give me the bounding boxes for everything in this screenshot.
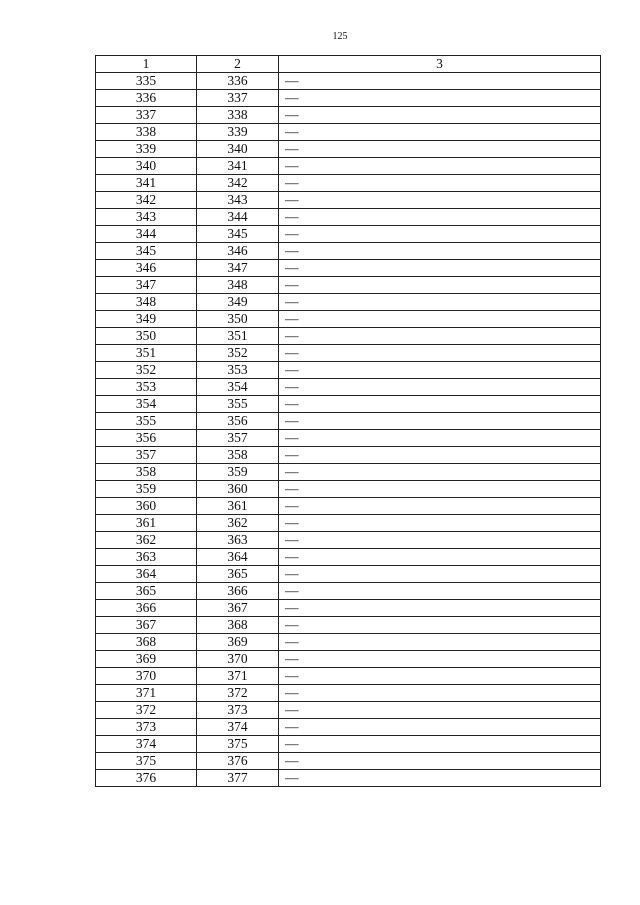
cell-col-3: — <box>279 770 601 787</box>
table-row <box>96 209 601 226</box>
cell-col-1: 365 <box>96 583 197 600</box>
cell-col-1: 367 <box>96 617 197 634</box>
cell-col-1: 348 <box>96 294 197 311</box>
cell-col-2: 377 <box>197 770 279 787</box>
table-row <box>96 464 601 481</box>
cell-col-2: 354 <box>197 379 279 396</box>
cell-col-1: 341 <box>96 175 197 192</box>
table-row <box>96 328 601 345</box>
cell-col-2: 341 <box>197 158 279 175</box>
cell-col-2: 369 <box>197 634 279 651</box>
cell-col-1: 336 <box>96 90 197 107</box>
cell-col-1: 375 <box>96 753 197 770</box>
cell-col-1: 368 <box>96 634 197 651</box>
table-row <box>96 362 601 379</box>
cell-col-1: 372 <box>96 702 197 719</box>
cell-col-3: — <box>279 464 601 481</box>
cell-col-3: — <box>279 311 601 328</box>
cell-col-2: 365 <box>197 566 279 583</box>
cell-col-3: — <box>279 124 601 141</box>
table-row <box>96 396 601 413</box>
table-row <box>96 158 601 175</box>
cell-col-3: — <box>279 413 601 430</box>
table-row <box>96 532 601 549</box>
table-row <box>96 294 601 311</box>
cell-col-2: 346 <box>197 243 279 260</box>
cell-col-1: 353 <box>96 379 197 396</box>
cell-col-2: 360 <box>197 481 279 498</box>
cell-col-1: 340 <box>96 158 197 175</box>
table-row <box>96 498 601 515</box>
cell-col-1: 374 <box>96 736 197 753</box>
table-row <box>96 141 601 158</box>
cell-col-3: — <box>279 175 601 192</box>
table-row <box>96 192 601 209</box>
table-row <box>96 668 601 685</box>
cell-col-3: — <box>279 498 601 515</box>
cell-col-3: — <box>279 685 601 702</box>
cell-col-3: — <box>279 447 601 464</box>
cell-col-2: 349 <box>197 294 279 311</box>
cell-col-1: 373 <box>96 719 197 736</box>
cell-col-3: — <box>279 430 601 447</box>
cell-col-3: — <box>279 719 601 736</box>
cell-col-1: 376 <box>96 770 197 787</box>
cell-col-3: — <box>279 362 601 379</box>
table-row <box>96 345 601 362</box>
cell-col-2: 373 <box>197 702 279 719</box>
table-row <box>96 107 601 124</box>
cell-col-3: — <box>279 617 601 634</box>
cell-col-3: — <box>279 736 601 753</box>
cell-col-2: 343 <box>197 192 279 209</box>
cell-col-1: 344 <box>96 226 197 243</box>
table-row <box>96 702 601 719</box>
cell-col-1: 366 <box>96 600 197 617</box>
cell-col-2: 372 <box>197 685 279 702</box>
table-row <box>96 226 601 243</box>
cell-col-1: 345 <box>96 243 197 260</box>
table-row <box>96 719 601 736</box>
cell-col-2: 374 <box>197 719 279 736</box>
cell-col-2: 345 <box>197 226 279 243</box>
cell-col-3: — <box>279 158 601 175</box>
cell-col-1: 361 <box>96 515 197 532</box>
cell-col-3: — <box>279 702 601 719</box>
cell-col-1: 356 <box>96 430 197 447</box>
cell-col-2: 364 <box>197 549 279 566</box>
table-row <box>96 90 601 107</box>
cell-col-2: 351 <box>197 328 279 345</box>
cell-col-2: 358 <box>197 447 279 464</box>
cell-col-2: 363 <box>197 532 279 549</box>
cell-col-1: 370 <box>96 668 197 685</box>
cell-col-1: 354 <box>96 396 197 413</box>
cell-col-1: 346 <box>96 260 197 277</box>
table-row <box>96 175 601 192</box>
cell-col-3: — <box>279 260 601 277</box>
table-row <box>96 413 601 430</box>
cell-col-2: 362 <box>197 515 279 532</box>
table-row <box>96 515 601 532</box>
cell-col-2: 357 <box>197 430 279 447</box>
cell-col-2: 368 <box>197 617 279 634</box>
cell-col-2: 359 <box>197 464 279 481</box>
data-table <box>95 55 601 787</box>
table-row <box>96 634 601 651</box>
table-row <box>96 447 601 464</box>
cell-col-3: — <box>279 226 601 243</box>
table-row <box>96 770 601 787</box>
cell-col-3: — <box>279 192 601 209</box>
cell-col-1: 339 <box>96 141 197 158</box>
cell-col-1: 358 <box>96 464 197 481</box>
cell-col-3: — <box>279 396 601 413</box>
cell-col-3: — <box>279 379 601 396</box>
cell-col-1: 335 <box>96 73 197 90</box>
cell-col-3: — <box>279 549 601 566</box>
cell-col-3: — <box>279 90 601 107</box>
cell-col-3: — <box>279 481 601 498</box>
cell-col-2: 356 <box>197 413 279 430</box>
cell-col-2: 339 <box>197 124 279 141</box>
cell-col-1: 355 <box>96 413 197 430</box>
cell-col-1: 351 <box>96 345 197 362</box>
table-row <box>96 243 601 260</box>
table-row <box>96 124 601 141</box>
table-row <box>96 651 601 668</box>
cell-col-1: 357 <box>96 447 197 464</box>
table-row <box>96 583 601 600</box>
table-row <box>96 481 601 498</box>
table-row <box>96 260 601 277</box>
cell-col-1: 338 <box>96 124 197 141</box>
cell-col-3: — <box>279 345 601 362</box>
cell-col-2: 370 <box>197 651 279 668</box>
table-row <box>96 430 601 447</box>
cell-col-3: — <box>279 73 601 90</box>
table-row <box>96 617 601 634</box>
cell-col-1: 337 <box>96 107 197 124</box>
cell-col-2: 355 <box>197 396 279 413</box>
cell-col-1: 359 <box>96 481 197 498</box>
cell-col-2: 340 <box>197 141 279 158</box>
cell-col-3: — <box>279 583 601 600</box>
cell-col-1: 362 <box>96 532 197 549</box>
cell-col-1: 369 <box>96 651 197 668</box>
cell-col-3: — <box>279 634 601 651</box>
cell-col-3: — <box>279 515 601 532</box>
cell-col-1: 343 <box>96 209 197 226</box>
cell-col-2: 336 <box>197 73 279 90</box>
cell-col-3: — <box>279 107 601 124</box>
cell-col-2: 344 <box>197 209 279 226</box>
cell-col-1: 349 <box>96 311 197 328</box>
column-header-1: 1 <box>96 56 197 73</box>
cell-col-2: 376 <box>197 753 279 770</box>
cell-col-1: 347 <box>96 277 197 294</box>
table-row <box>96 549 601 566</box>
cell-col-1: 364 <box>96 566 197 583</box>
cell-col-1: 371 <box>96 685 197 702</box>
cell-col-3: — <box>279 243 601 260</box>
cell-col-2: 352 <box>197 345 279 362</box>
cell-col-3: — <box>279 532 601 549</box>
cell-col-3: — <box>279 209 601 226</box>
cell-col-2: 367 <box>197 600 279 617</box>
table-body <box>96 73 601 787</box>
cell-col-2: 371 <box>197 668 279 685</box>
cell-col-3: — <box>279 328 601 345</box>
cell-col-3: — <box>279 753 601 770</box>
table-row <box>96 311 601 328</box>
cell-col-3: — <box>279 141 601 158</box>
cell-col-2: 353 <box>197 362 279 379</box>
cell-col-2: 366 <box>197 583 279 600</box>
cell-col-3: — <box>279 566 601 583</box>
table-row <box>96 379 601 396</box>
cell-col-2: 375 <box>197 736 279 753</box>
cell-col-2: 337 <box>197 90 279 107</box>
cell-col-2: 338 <box>197 107 279 124</box>
table-row <box>96 753 601 770</box>
cell-col-2: 350 <box>197 311 279 328</box>
table-row <box>96 736 601 753</box>
cell-col-3: — <box>279 600 601 617</box>
cell-col-1: 350 <box>96 328 197 345</box>
cell-col-3: — <box>279 294 601 311</box>
cell-col-1: 342 <box>96 192 197 209</box>
cell-col-1: 363 <box>96 549 197 566</box>
column-header-2: 2 <box>197 56 279 73</box>
table-row <box>96 566 601 583</box>
cell-col-2: 342 <box>197 175 279 192</box>
cell-col-1: 360 <box>96 498 197 515</box>
page-number: 125 <box>332 31 348 42</box>
cell-col-3: — <box>279 651 601 668</box>
table-row <box>96 73 601 90</box>
cell-col-3: — <box>279 668 601 685</box>
cell-col-2: 347 <box>197 260 279 277</box>
cell-col-2: 361 <box>197 498 279 515</box>
table-row <box>96 600 601 617</box>
cell-col-3: — <box>279 277 601 294</box>
table-row <box>96 277 601 294</box>
cell-col-1: 352 <box>96 362 197 379</box>
column-header-3: 3 <box>279 56 601 73</box>
table-row <box>96 685 601 702</box>
table-header-row <box>96 56 601 73</box>
cell-col-2: 348 <box>197 277 279 294</box>
